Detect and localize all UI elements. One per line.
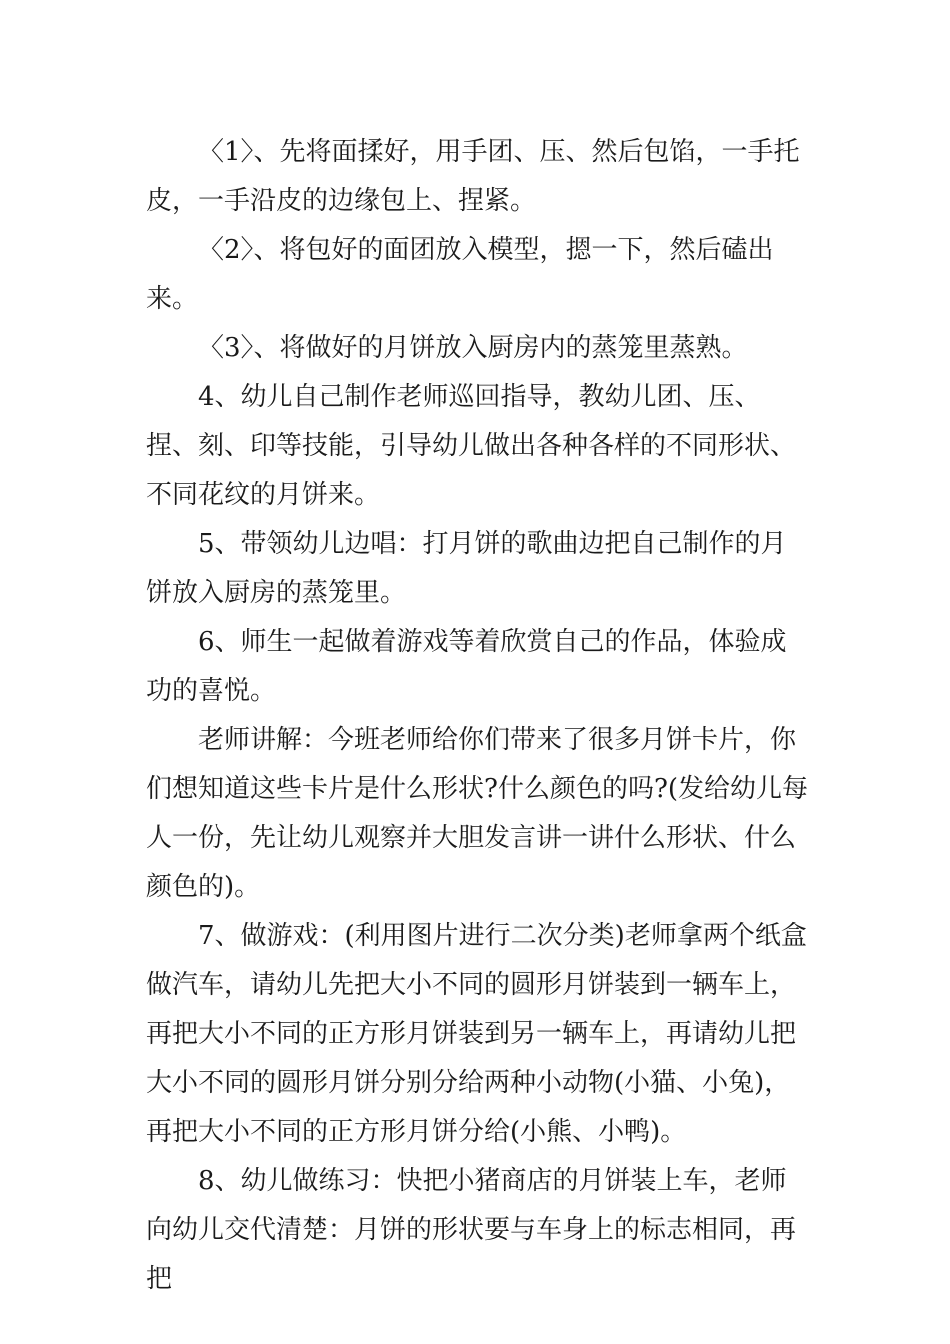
document-body [146, 128, 810, 1304]
paragraph-item-7: 7、做游戏：(利用图片进行二次分类)老师拿两个纸盒做汽车，请幼儿先把大小不同的圆形月饼装到一辆车上，再把大小不同的正方形月饼装到另一辆车上，再请幼儿把大小不同的圆形月饼分别分给两种小动物(小猫、小兔)，再把大小不同的正方形月饼分给(小熊、小鸭)。 [146, 921, 807, 1147]
paragraph-item-4: 4、幼儿自己制作老师巡回指导，教幼儿团、压、捏、刻、印等技能，引导幼儿做出各种各样的不同形状、不同花纹的月饼来。 [146, 382, 797, 510]
paragraph-teacher-explanation: 老师讲解：今班老师给你们带来了很多月饼卡片，你们想知道这些卡片是什么形状?什么颜色的吗?(发给幼儿每人一份，先让幼儿观察并大胆发言讲一讲什么形状、什么颜色的)。 [146, 725, 809, 902]
paragraph-item-8: 8、幼儿做练习：快把小猪商店的月饼装上车，老师向幼儿交代清楚：月饼的形状要与车身上的标志相同，再把 [146, 1166, 797, 1294]
paragraph-step-3: 〈3〉、将做好的月饼放入厨房内的蒸笼里蒸熟。 [198, 333, 748, 363]
paragraph-step-2: 〈2〉、将包好的面团放入模型，摁一下，然后磕出来。 [146, 235, 774, 314]
paragraph-item-5: 5、带领幼儿边唱：打月饼的歌曲边把自己制作的月饼放入厨房的蒸笼里。 [146, 529, 787, 608]
paragraph-step-1: 〈1〉、先将面揉好，用手团、压、然后包馅，一手托皮，一手沿皮的边缘包上、捏紧。 [146, 137, 800, 216]
paragraph-item-6: 6、师生一起做着游戏等着欣赏自己的作品，体验成功的喜悦。 [146, 627, 787, 706]
